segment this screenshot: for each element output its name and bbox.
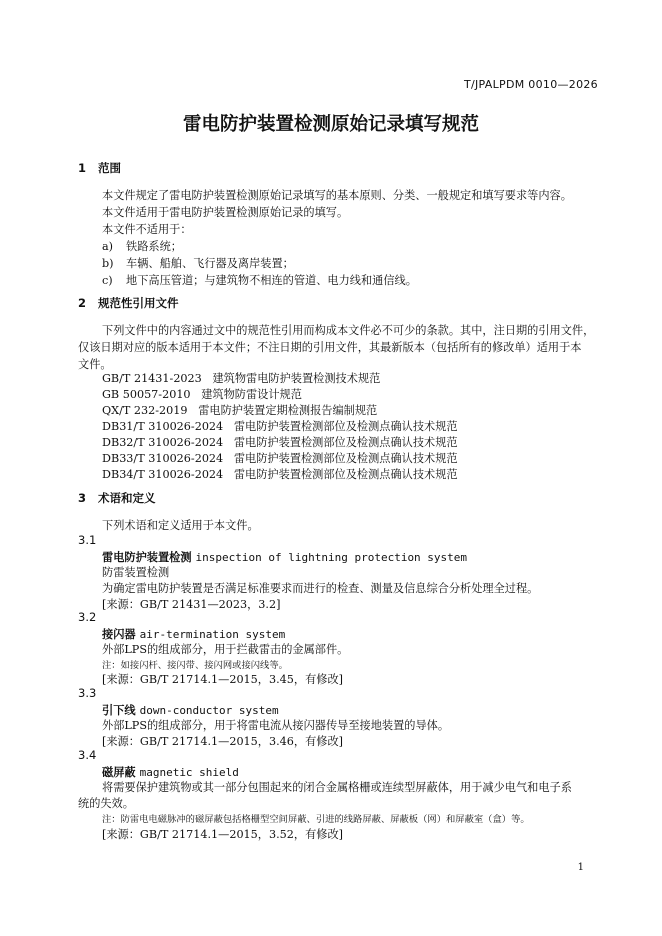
reference-name: 建筑物防雷设计规范 [201,388,302,401]
term-definition-line: 统的失效。 [78,797,134,810]
paragraph: 本文件不适用于： [102,223,192,236]
term-english: magnetic shield [139,766,239,779]
list-item [102,255,294,271]
reference-code: GB/T 21431-2023 [102,372,202,385]
list-text: 车辆、船舶、飞行器及离岸装置； [126,257,294,270]
reference-name: 雷电防护装置检测部位及检测点确认技术规范 [233,436,458,449]
term-alias: 防雷装置检测 [102,566,170,579]
term-definition: 为确定雷电防护装置是否满足标准要求而进行的检查、测量及信息综合分析处理全过程。 [102,582,539,595]
term-number: 3.4 [78,748,97,762]
term-source: [来源：GB/T 21714.1—2015，3.46，有修改] [102,735,344,748]
normative-reference [102,418,458,434]
normative-reference [102,450,458,466]
normative-reference [102,466,458,482]
term-definition: 外部LPS的组成部分，用于拦截雷击的金属部件。 [102,643,349,656]
term-number: 3.1 [78,533,97,547]
term-note: 注：防雷电电磁脉冲的磁屏蔽包括格栅型空间屏蔽、引进的线路屏蔽、屏蔽板（网）和屏蔽室（盒）等。 [102,814,530,825]
list-label: a) [102,240,114,253]
reference-name: 雷电防护装置检测部位及检测点确认技术规范 [233,468,458,481]
term-chinese: 引下线 [102,704,136,717]
normative-reference [102,434,458,450]
normative-reference [102,370,380,386]
section-number: 1 [78,161,87,175]
section-title: 范围 [98,161,121,175]
term-source: [来源：GB/T 21714.1—2015，3.52，有修改] [102,828,344,841]
reference-code: DB31/T 310026-2024 [102,420,224,433]
term-chinese: 磁屏蔽 [102,766,136,779]
section-2-heading [78,295,179,311]
document-title: 雷电防护装置检测原始记录填写规范 [182,114,479,135]
term-number: 3.3 [78,686,97,700]
list-label: c) [102,274,113,287]
paragraph: 本文件适用于雷电防护装置检测原始记录的填写。 [102,206,349,219]
term-definition: 外部LPS的组成部分，用于将雷电流从接闪器传导至接地装置的导体。 [102,719,450,732]
paragraph: 本文件规定了雷电防护装置检测原始记录填写的基本原则、分类、一般规定和填写要求等内容。 [102,189,572,202]
paragraph-line: 下列文件中的内容通过文中的规范性引用而构成本文件必不可少的条款。其中，注日期的引用文件， [102,324,595,337]
normative-reference [102,402,377,418]
term-note: 注：如接闪杆、接闪带、接闪网或接闪线等。 [102,660,288,671]
term-english: air-termination system [139,628,286,641]
page-number: 1 [577,862,584,873]
section-1-heading [78,160,121,176]
paragraph-line: 文件。 [78,358,112,371]
reference-code: DB32/T 310026-2024 [102,436,224,449]
term-source: [来源：GB/T 21714.1—2015，3.45，有修改] [102,673,344,686]
term-english: inspection of lightning protection system [195,551,468,564]
reference-name: 雷电防护装置检测部位及检测点确认技术规范 [233,420,458,433]
list-item [102,272,417,288]
list-text: 地下高压管道；与建筑物不相连的管道、电力线和通信线。 [126,274,417,287]
section-number: 3 [78,491,87,505]
reference-name: 雷电防护装置定期检测报告编制规范 [198,404,378,417]
term-definition-line: 将需要保护建筑物或其一部分包围起来的闭合金属格栅或连续型屏蔽体，用于减少电气和电子系 [102,781,572,794]
reference-name: 建筑物雷电防护装置检测技术规范 [212,372,381,385]
document-number: T/JPALPDM 0010—2026 [463,78,598,91]
list-item [102,238,182,254]
paragraph: 下列术语和定义适用于本文件。 [102,519,259,532]
term-chinese: 接闪器 [102,628,136,641]
section-title: 规范性引用文件 [98,296,179,310]
term-chinese: 雷电防护装置检测 [102,551,192,564]
term-number: 3.2 [78,610,97,624]
section-3-heading [78,490,156,506]
list-text: 铁路系统； [126,240,182,253]
section-title: 术语和定义 [98,491,156,505]
term-english: down-conductor system [139,704,279,717]
reference-code: DB33/T 310026-2024 [102,452,224,465]
reference-code: QX/T 232-2019 [102,404,188,417]
paragraph-line: 仅该日期对应的版本适用于本文件；不注日期的引用文件，其最新版本（包括所有的修改单）适用于本 [78,341,582,354]
normative-reference [102,386,302,402]
reference-code: GB 50057-2010 [102,388,191,401]
term-source: [来源：GB/T 21431—2023，3.2] [102,598,281,611]
section-number: 2 [78,296,87,310]
reference-name: 雷电防护装置检测部位及检测点确认技术规范 [233,452,458,465]
list-label: b) [102,257,114,270]
reference-code: DB34/T 310026-2024 [102,468,224,481]
